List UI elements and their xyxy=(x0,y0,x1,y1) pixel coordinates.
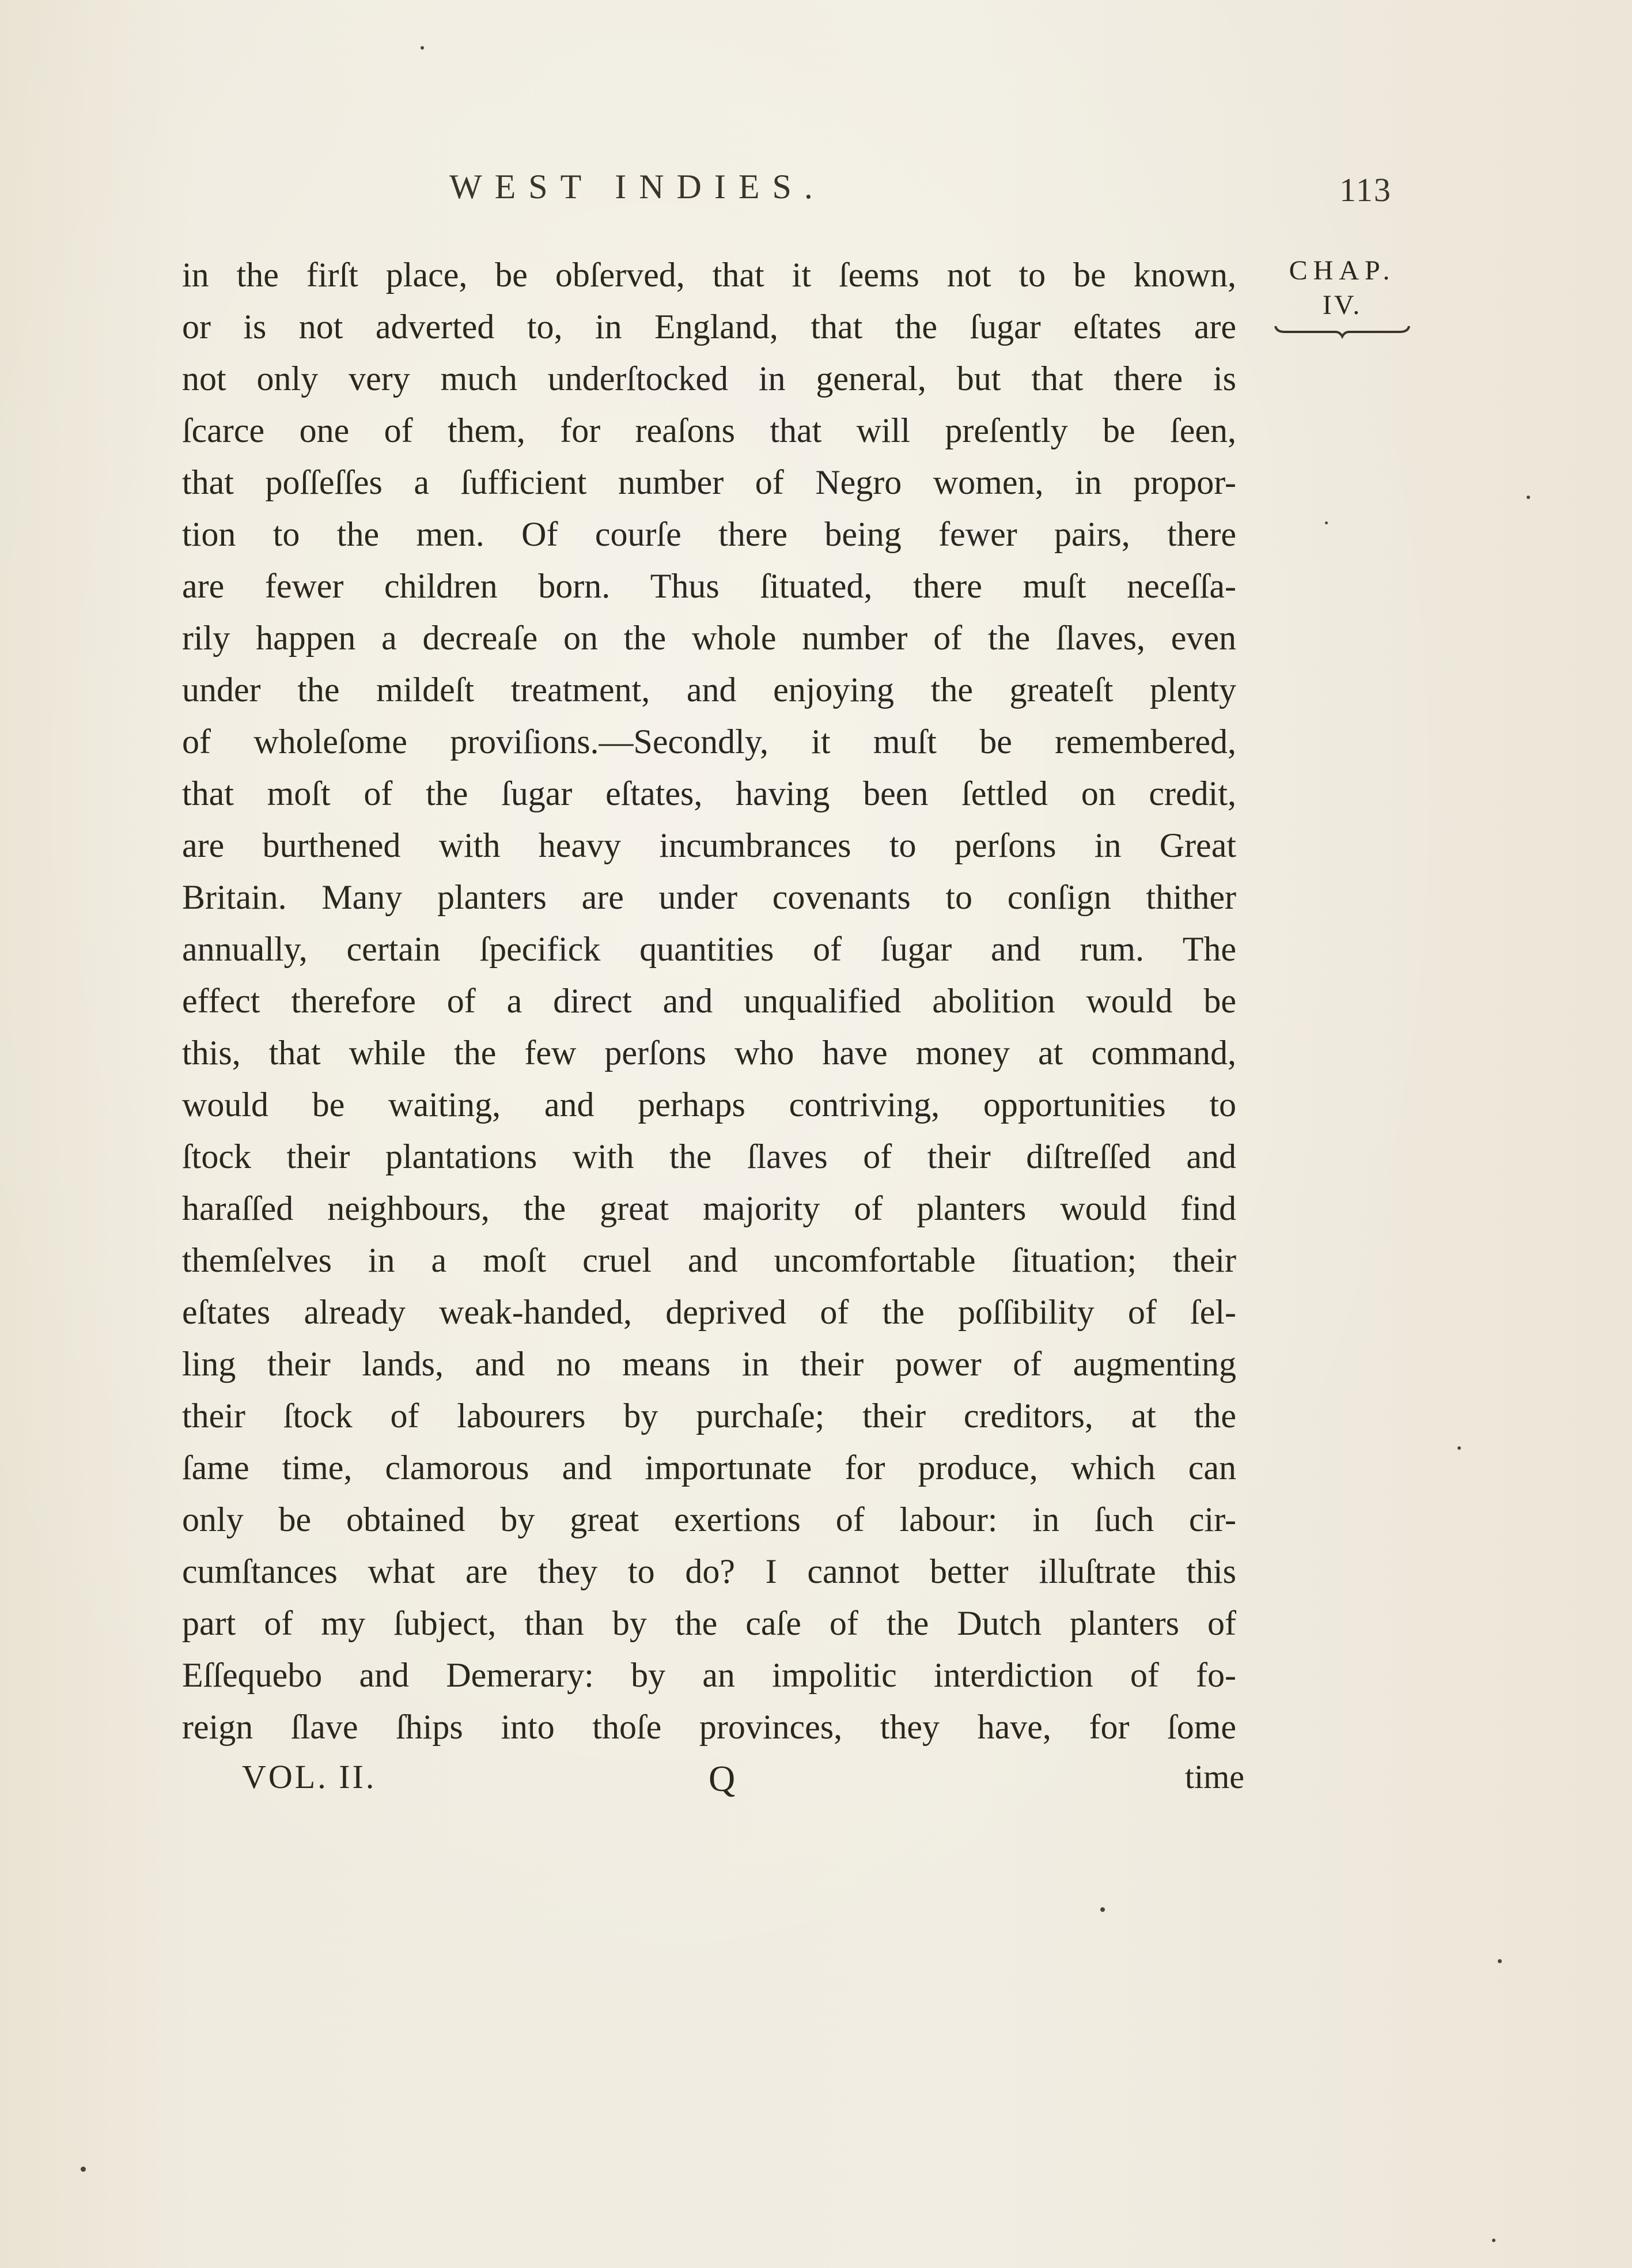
running-title: WEST INDIES. xyxy=(449,168,826,206)
text-line: rily happen a decreaſe on the whole number of the ſlaves, even xyxy=(182,619,1236,657)
text-line: in the firſt place, be obſerved, that it ſeems not to be known, xyxy=(182,256,1236,294)
paper-speck xyxy=(421,46,424,50)
text-line: themſelves in a moſt cruel and uncomfortable ſituation; their xyxy=(182,1241,1236,1279)
chapter-margin-note xyxy=(1267,254,1417,339)
text-line: part of my ſubject, than by the caſe of the Dutch planters of xyxy=(182,1604,1236,1642)
page-footer xyxy=(242,1757,1244,1809)
chapter-label: CHAP. xyxy=(1289,255,1396,286)
text-line: effect therefore of a direct and unqualified abolition would be xyxy=(182,982,1236,1020)
text-line: ſcarce one of them, for reaſons that will preſently be ſeen, xyxy=(182,411,1236,449)
volume-mark: VOL. II. xyxy=(242,1758,377,1795)
text-line: annually, certain ſpecifick quantities of ſugar and rum. The xyxy=(182,930,1236,968)
text-line: are fewer children born. Thus ſituated, there muſt neceſſa- xyxy=(182,567,1236,605)
catchword: time xyxy=(1184,1758,1244,1795)
text-line: cumſtances what are they to do? I cannot better illuſtrate this xyxy=(182,1552,1236,1590)
paper-speck xyxy=(81,2167,86,2172)
text-line: of wholeſome proviſions.—Secondly, it muſt be remembered, xyxy=(182,723,1236,761)
text-line: that poſſeſſes a ſufficient number of Negro women, in propor- xyxy=(182,463,1236,501)
text-line: ling their lands, and no means in their power of augmenting xyxy=(182,1345,1236,1383)
text-line: tion to the men. Of courſe there being fewer pairs, there xyxy=(182,515,1236,553)
brace-ornament xyxy=(1273,324,1411,339)
text-line: would be waiting, and perhaps contriving, opportunities to xyxy=(182,1086,1236,1124)
text-line: under the mildeſt treatment, and enjoying the greateſt plenty xyxy=(182,671,1236,709)
text-line: ſtock their plantations with the ſlaves of their diſtreſſed and xyxy=(182,1137,1236,1175)
paper-speck xyxy=(1457,1446,1461,1450)
text-line: not only very much underſtocked in general, but that there is xyxy=(182,360,1236,398)
chapter-number: IV. xyxy=(1322,290,1362,320)
paper-speck xyxy=(1527,496,1530,499)
text-line: Eſſequebo and Demerary: by an impolitic interdiction of fo- xyxy=(182,1656,1236,1694)
text-line: or is not adverted to, in England, that the ſugar eſtates are xyxy=(182,308,1236,346)
text-line: haraſſed neighbours, the great majority of planters would find xyxy=(182,1189,1236,1227)
text-line: only be obtained by great exertions of labour: in ſuch cir- xyxy=(182,1500,1236,1539)
text-line: their ſtock of labourers by purchaſe; their creditors, at the xyxy=(182,1397,1236,1435)
paper-speck xyxy=(1100,1907,1105,1912)
page-number: 113 xyxy=(1339,171,1392,209)
paper-speck xyxy=(1492,2239,1495,2242)
text-line: reign ſlave ſhips into thoſe provinces, they have, for ſome xyxy=(182,1708,1236,1746)
body-text xyxy=(182,249,1236,1753)
text-line: this, that while the few perſons who have money at command, xyxy=(182,1034,1236,1072)
text-line: eſtates already weak-handed, deprived of the poſſibility of ſel- xyxy=(182,1293,1236,1331)
text-line: Britain. Many planters are under covenants to conſign thither xyxy=(182,878,1236,916)
paper-speck xyxy=(1498,1959,1502,1963)
text-line: are burthened with heavy incumbrances to perſons in Great xyxy=(182,826,1236,864)
paper-speck xyxy=(1325,521,1328,524)
text-line: that moſt of the ſugar eſtates, having been ſettled on credit, xyxy=(182,774,1236,812)
signature-mark: Q xyxy=(709,1758,736,1799)
text-line: ſame time, clamorous and importunate for produce, which can xyxy=(182,1449,1236,1487)
